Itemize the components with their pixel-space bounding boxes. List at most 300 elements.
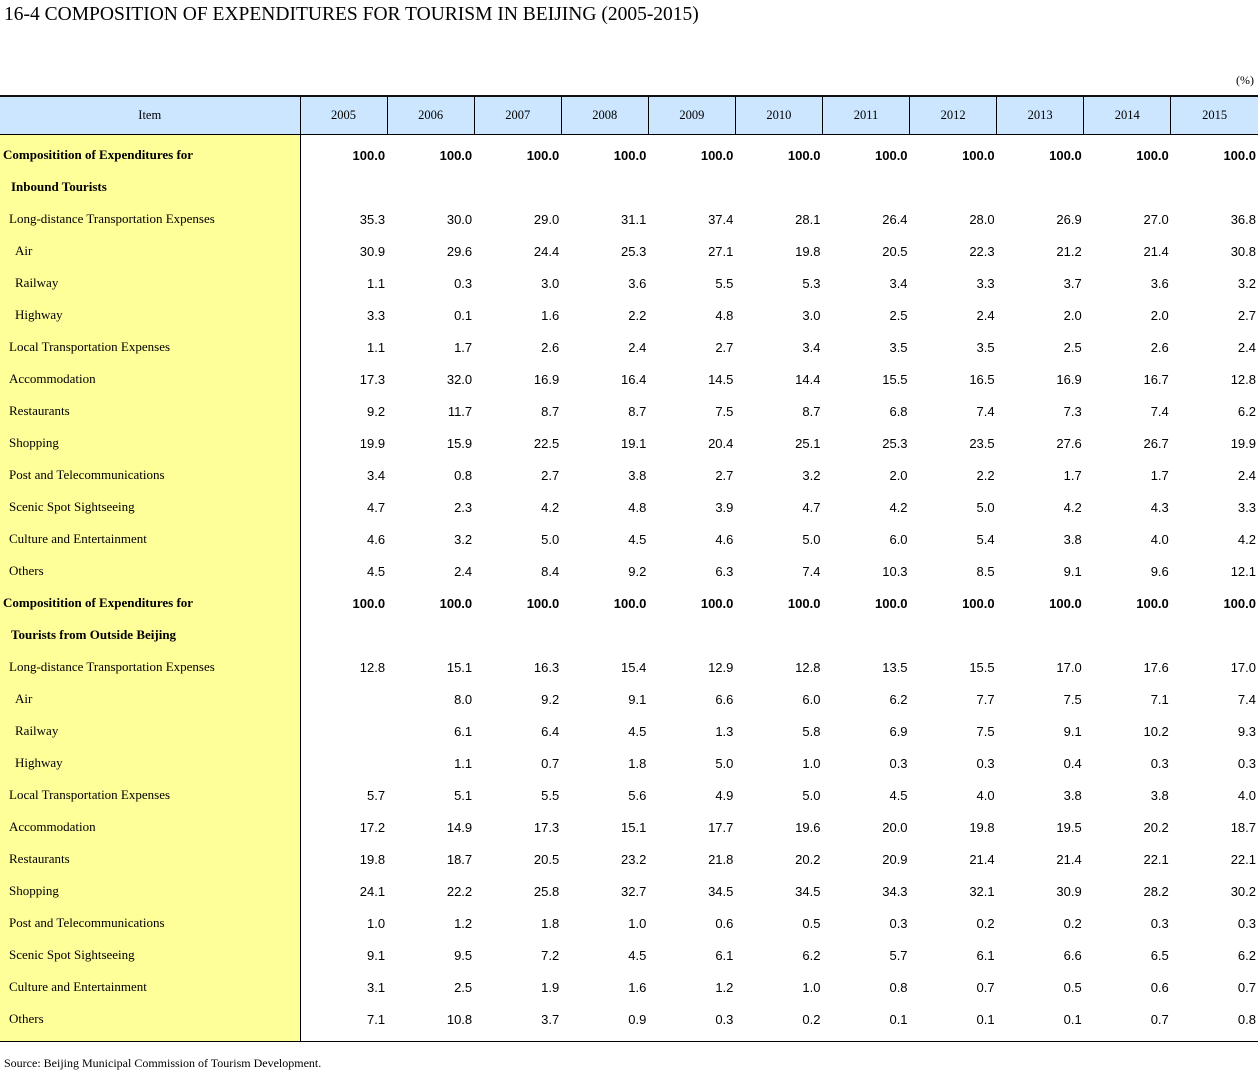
cell-value: 3.8 xyxy=(1063,531,1082,547)
cell-value: 6.2 xyxy=(1237,947,1256,963)
cell-value: 20.2 xyxy=(795,851,821,867)
cell-value: 8.7 xyxy=(541,403,560,419)
cell-value: 15.9 xyxy=(446,435,473,451)
cell-value: 7.3 xyxy=(1063,403,1082,419)
row-label: Shopping xyxy=(0,427,300,459)
cell-value: 8.7 xyxy=(802,403,821,419)
cell-value: 4.0 xyxy=(976,787,995,803)
cell-value: 3.7 xyxy=(1063,275,1082,291)
cell-value: 7.1 xyxy=(1150,691,1169,707)
cell-value xyxy=(648,171,735,203)
table-row xyxy=(0,363,1258,395)
cell-value xyxy=(300,715,387,747)
cell-value: 6.0 xyxy=(889,531,908,547)
cell-value: 9.2 xyxy=(541,691,560,707)
table-row xyxy=(0,939,1258,971)
cell-value: 16.9 xyxy=(533,371,560,387)
cell-value: 28.1 xyxy=(795,211,821,227)
cell-value: 16.3 xyxy=(533,659,560,675)
cell-value: 14.9 xyxy=(446,819,473,835)
cell-value: 6.8 xyxy=(889,403,908,419)
cell-value: 25.8 xyxy=(533,883,560,899)
cell-value: 35.3 xyxy=(359,211,386,227)
row-label: Shopping xyxy=(0,875,300,907)
cell-value: 4.8 xyxy=(715,307,734,323)
cell-value: 17.6 xyxy=(1143,659,1169,675)
row-label: Highway xyxy=(0,747,300,779)
cell-value: 8.4 xyxy=(541,563,560,579)
cell-value: 6.9 xyxy=(889,723,908,739)
cell-value: 1.3 xyxy=(715,723,734,739)
row-label: Post and Telecommunications xyxy=(0,907,300,939)
cell-value: 0.9 xyxy=(561,1003,648,1042)
cell-value: 100.0 xyxy=(352,147,386,163)
cell-value: 34.5 xyxy=(795,883,821,899)
table-row xyxy=(0,203,1258,235)
cell-value: 2.4 xyxy=(454,563,473,579)
cell-value: 100.0 xyxy=(962,147,995,163)
cell-value: 4.7 xyxy=(802,499,821,515)
cell-value xyxy=(1171,619,1258,651)
cell-value: 2.6 xyxy=(541,339,560,355)
cell-value: 7.4 xyxy=(1237,691,1256,707)
cell-value: 6.2 xyxy=(802,947,821,963)
cell-value xyxy=(997,171,1084,203)
cell-value: 3.5 xyxy=(976,339,995,355)
unit-label: (%) xyxy=(1236,73,1254,87)
cell-value: 17.0 xyxy=(1056,659,1082,675)
cell-value: 1.6 xyxy=(541,307,560,323)
table-row xyxy=(0,619,1258,651)
cell-value: 4.2 xyxy=(1063,499,1082,515)
cell-value: 4.7 xyxy=(367,499,386,515)
cell-value: 19.5 xyxy=(1056,819,1082,835)
cell-value: 6.6 xyxy=(1063,947,1082,963)
cell-value: 100.0 xyxy=(875,147,908,163)
table-row xyxy=(0,1003,1258,1042)
cell-value: 9.2 xyxy=(628,563,647,579)
cell-value: 1.0 xyxy=(367,915,386,931)
cell-value: 3.6 xyxy=(1150,275,1169,291)
cell-value: 3.2 xyxy=(454,531,473,547)
cell-value: 1.1 xyxy=(454,755,473,771)
cell-value: 19.8 xyxy=(795,243,821,259)
table-body xyxy=(0,135,1258,1042)
cell-value: 9.6 xyxy=(1150,563,1169,579)
cell-value: 30.9 xyxy=(359,243,386,259)
cell-value: 1.0 xyxy=(628,915,647,931)
cell-value: 3.3 xyxy=(367,307,386,323)
cell-value: 100.0 xyxy=(613,595,647,611)
cell-value: 20.4 xyxy=(708,435,734,451)
cell-value xyxy=(387,619,474,651)
cell-value: 36.8 xyxy=(1230,211,1256,227)
cell-value: 7.4 xyxy=(1150,403,1169,419)
cell-value: 6.5 xyxy=(1150,947,1169,963)
header-row xyxy=(0,96,1258,135)
cell-value xyxy=(561,619,648,651)
cell-value: 12.8 xyxy=(1230,371,1256,387)
cell-value xyxy=(735,619,822,651)
cell-value: 0.1 xyxy=(997,1003,1084,1042)
cell-value: 16.5 xyxy=(969,371,995,387)
cell-value: 3.8 xyxy=(1063,787,1082,803)
row-label: Restaurants xyxy=(0,395,300,427)
header-year: 2014 xyxy=(1084,96,1171,135)
row-label: Long-distance Transportation Expenses xyxy=(0,203,300,235)
cell-value: 30.0 xyxy=(446,211,473,227)
cell-value: 2.4 xyxy=(1237,339,1256,355)
header-year: 2007 xyxy=(474,96,561,135)
cell-value: 10.8 xyxy=(387,1003,474,1042)
cell-value: 12.1 xyxy=(1230,563,1256,579)
cell-value: 32.7 xyxy=(621,883,647,899)
cell-value: 0.7 xyxy=(976,979,995,995)
cell-value: 24.4 xyxy=(533,243,560,259)
row-label: Highway xyxy=(0,299,300,331)
cell-value: 4.3 xyxy=(1150,499,1169,515)
data-table xyxy=(0,95,1258,1042)
cell-value: 21.4 xyxy=(1143,243,1169,259)
cell-value: 25.3 xyxy=(882,435,908,451)
cell-value: 9.1 xyxy=(628,691,647,707)
cell-value xyxy=(822,619,909,651)
cell-value: 19.6 xyxy=(795,819,821,835)
header-year: 2012 xyxy=(910,96,997,135)
cell-value: 27.6 xyxy=(1056,435,1082,451)
cell-value: 5.8 xyxy=(802,723,821,739)
cell-value: 4.9 xyxy=(715,787,734,803)
cell-value xyxy=(561,171,648,203)
cell-value: 19.9 xyxy=(359,435,386,451)
header-year: 2011 xyxy=(822,96,909,135)
cell-value: 2.5 xyxy=(889,307,908,323)
cell-value: 30.9 xyxy=(1056,883,1082,899)
header-year: 2009 xyxy=(648,96,735,135)
cell-value: 10.3 xyxy=(882,563,908,579)
cell-value: 6.1 xyxy=(715,947,734,963)
cell-value: 37.4 xyxy=(708,211,734,227)
cell-value: 2.7 xyxy=(715,467,734,483)
cell-value: 4.5 xyxy=(628,947,647,963)
cell-value: 100.0 xyxy=(439,147,473,163)
cell-value: 1.8 xyxy=(628,755,647,771)
table-row xyxy=(0,459,1258,491)
cell-value: 23.2 xyxy=(621,851,647,867)
cell-value: 0.3 xyxy=(1150,755,1169,771)
cell-value: 0.6 xyxy=(1150,979,1169,995)
cell-value xyxy=(474,171,561,203)
cell-value: 16.4 xyxy=(621,371,647,387)
cell-value: 15.5 xyxy=(969,659,995,675)
cell-value: 32.0 xyxy=(446,371,473,387)
cell-value: 1.7 xyxy=(1063,467,1082,483)
row-label: Accommodation xyxy=(0,811,300,843)
cell-value: 12.8 xyxy=(795,659,821,675)
cell-value: 1.7 xyxy=(1150,467,1169,483)
table-row xyxy=(0,907,1258,939)
cell-value: 3.0 xyxy=(541,275,560,291)
cell-value: 0.3 xyxy=(1237,915,1256,931)
cell-value: 19.9 xyxy=(1230,435,1256,451)
cell-value: 100.0 xyxy=(962,595,995,611)
cell-value: 20.0 xyxy=(882,819,908,835)
cell-value: 32.1 xyxy=(969,883,995,899)
cell-value: 1.7 xyxy=(454,339,473,355)
row-label: Others xyxy=(0,555,300,587)
row-label: Culture and Entertainment xyxy=(0,523,300,555)
table-row xyxy=(0,135,1258,172)
cell-value: 7.5 xyxy=(715,403,734,419)
table-row xyxy=(0,395,1258,427)
cell-value: 100.0 xyxy=(439,595,473,611)
cell-value: 0.6 xyxy=(715,915,734,931)
cell-value: 15.5 xyxy=(882,371,908,387)
cell-value: 21.4 xyxy=(1056,851,1082,867)
cell-value: 26.9 xyxy=(1056,211,1082,227)
cell-value: 2.0 xyxy=(1063,307,1082,323)
table-row xyxy=(0,715,1258,747)
cell-value: 4.2 xyxy=(889,499,908,515)
cell-value: 0.1 xyxy=(454,307,473,323)
cell-value: 2.7 xyxy=(715,339,734,355)
cell-value: 20.9 xyxy=(882,851,908,867)
table-row xyxy=(0,779,1258,811)
cell-value: 100.0 xyxy=(1136,147,1169,163)
cell-value: 25.3 xyxy=(621,243,647,259)
cell-value: 27.0 xyxy=(1143,211,1169,227)
cell-value: 0.7 xyxy=(541,755,560,771)
cell-value: 15.1 xyxy=(621,819,647,835)
cell-value: 100.0 xyxy=(1136,595,1169,611)
row-label: Culture and Entertainment xyxy=(0,971,300,1003)
cell-value: 100.0 xyxy=(1223,147,1256,163)
cell-value: 100.0 xyxy=(1049,147,1082,163)
cell-value: 24.1 xyxy=(359,883,386,899)
cell-value: 5.7 xyxy=(367,787,386,803)
table-row xyxy=(0,971,1258,1003)
row-label: Air xyxy=(0,235,300,267)
cell-value xyxy=(648,619,735,651)
cell-value: 26.7 xyxy=(1143,435,1169,451)
table-row xyxy=(0,171,1258,203)
cell-value: 0.8 xyxy=(1171,1003,1258,1042)
cell-value: 4.0 xyxy=(1237,787,1256,803)
cell-value: 2.5 xyxy=(454,979,473,995)
cell-value: 5.6 xyxy=(628,787,647,803)
cell-value: 23.5 xyxy=(969,435,995,451)
cell-value: 10.2 xyxy=(1143,723,1169,739)
table-row xyxy=(0,651,1258,683)
cell-value: 3.2 xyxy=(1237,275,1256,291)
cell-value: 3.4 xyxy=(889,275,908,291)
cell-value: 14.4 xyxy=(795,371,821,387)
cell-value: 0.3 xyxy=(648,1003,735,1042)
cell-value: 5.4 xyxy=(976,531,995,547)
cell-value xyxy=(910,171,997,203)
cell-value: 11.7 xyxy=(447,403,473,419)
cell-value: 1.1 xyxy=(367,275,386,291)
cell-value: 100.0 xyxy=(875,595,908,611)
cell-value: 7.1 xyxy=(300,1003,387,1042)
table-row xyxy=(0,683,1258,715)
cell-value: 5.1 xyxy=(454,787,473,803)
cell-value: 0.8 xyxy=(889,979,908,995)
cell-value xyxy=(997,619,1084,651)
cell-value: 16.9 xyxy=(1056,371,1082,387)
cell-value: 3.5 xyxy=(889,339,908,355)
cell-value: 1.2 xyxy=(454,915,473,931)
cell-value: 22.1 xyxy=(1143,851,1169,867)
cell-value: 6.2 xyxy=(889,691,908,707)
table-row xyxy=(0,875,1258,907)
cell-value: 7.4 xyxy=(976,403,995,419)
cell-value: 3.4 xyxy=(802,339,821,355)
cell-value: 6.4 xyxy=(541,723,560,739)
cell-value: 17.3 xyxy=(533,819,560,835)
cell-value: 20.5 xyxy=(533,851,560,867)
table-row xyxy=(0,587,1258,619)
row-label: Compositition of Expenditures for xyxy=(0,135,300,172)
row-label: Local Transportation Expenses xyxy=(0,779,300,811)
row-label: Inbound Tourists xyxy=(0,171,300,203)
cell-value: 14.5 xyxy=(708,371,734,387)
cell-value: 0.5 xyxy=(802,915,821,931)
cell-value: 2.7 xyxy=(541,467,560,483)
cell-value: 9.5 xyxy=(454,947,473,963)
cell-value: 100.0 xyxy=(700,147,734,163)
cell-value: 3.8 xyxy=(1150,787,1169,803)
page-title: 16-4 COMPOSITION OF EXPENDITURES FOR TOURISM IN BEIJING (2005-2015) xyxy=(4,4,699,25)
cell-value: 3.1 xyxy=(367,979,386,995)
cell-value: 100.0 xyxy=(787,595,821,611)
row-label: Railway xyxy=(0,715,300,747)
header-year: 2013 xyxy=(997,96,1084,135)
cell-value: 5.5 xyxy=(715,275,734,291)
cell-value: 0.3 xyxy=(454,275,473,291)
cell-value: 6.3 xyxy=(715,563,734,579)
cell-value: 30.8 xyxy=(1230,243,1256,259)
cell-value: 27.1 xyxy=(708,243,734,259)
cell-value: 100.0 xyxy=(613,147,647,163)
table-row xyxy=(0,267,1258,299)
cell-value: 2.2 xyxy=(976,467,995,483)
cell-value: 3.7 xyxy=(474,1003,561,1042)
table-row xyxy=(0,427,1258,459)
cell-value: 2.7 xyxy=(1237,307,1256,323)
cell-value: 3.0 xyxy=(802,307,821,323)
cell-value: 100.0 xyxy=(1223,595,1256,611)
cell-value: 9.2 xyxy=(367,403,386,419)
cell-value: 3.3 xyxy=(976,275,995,291)
cell-value: 4.6 xyxy=(367,531,386,547)
cell-value: 6.1 xyxy=(454,723,473,739)
cell-value: 0.3 xyxy=(1150,915,1169,931)
cell-value xyxy=(387,171,474,203)
cell-value: 7.2 xyxy=(541,947,560,963)
cell-value: 19.8 xyxy=(969,819,995,835)
cell-value: 26.4 xyxy=(882,211,908,227)
cell-value: 13.5 xyxy=(882,659,908,675)
table-row xyxy=(0,491,1258,523)
cell-value xyxy=(1084,619,1171,651)
cell-value: 3.8 xyxy=(628,467,647,483)
cell-value: 100.0 xyxy=(1049,595,1082,611)
cell-value: 5.0 xyxy=(976,499,995,515)
cell-value: 9.1 xyxy=(1063,563,1082,579)
source-note: Source: Beijing Municipal Commission of Tourism Development. xyxy=(4,1056,322,1070)
table-row xyxy=(0,235,1258,267)
cell-value: 19.1 xyxy=(621,435,647,451)
cell-value: 3.3 xyxy=(1237,499,1256,515)
cell-value: 18.7 xyxy=(1230,819,1256,835)
cell-value: 5.0 xyxy=(802,531,821,547)
row-label: Scenic Spot Sightseeing xyxy=(0,491,300,523)
cell-value: 15.4 xyxy=(621,659,647,675)
cell-value: 7.7 xyxy=(976,691,995,707)
cell-value: 100.0 xyxy=(526,595,560,611)
cell-value: 2.5 xyxy=(1063,339,1082,355)
cell-value: 7.4 xyxy=(802,563,821,579)
row-label: Railway xyxy=(0,267,300,299)
cell-value: 3.6 xyxy=(628,275,647,291)
cell-value: 5.7 xyxy=(889,947,908,963)
cell-value xyxy=(300,619,387,651)
header-year: 2015 xyxy=(1171,96,1258,135)
cell-value: 12.9 xyxy=(708,659,734,675)
cell-value: 22.3 xyxy=(969,243,995,259)
cell-value: 1.0 xyxy=(802,755,821,771)
cell-value: 9.1 xyxy=(1063,723,1082,739)
cell-value: 4.5 xyxy=(367,563,386,579)
cell-value: 25.1 xyxy=(795,435,821,451)
cell-value: 2.6 xyxy=(1150,339,1169,355)
cell-value: 5.0 xyxy=(715,755,734,771)
cell-value xyxy=(474,619,561,651)
cell-value: 21.8 xyxy=(708,851,734,867)
cell-value: 0.1 xyxy=(822,1003,909,1042)
table-row xyxy=(0,811,1258,843)
cell-value: 3.4 xyxy=(367,467,386,483)
cell-value: 6.0 xyxy=(802,691,821,707)
cell-value: 7.5 xyxy=(1063,691,1082,707)
cell-value: 6.2 xyxy=(1237,403,1256,419)
cell-value xyxy=(822,171,909,203)
cell-value: 2.4 xyxy=(628,339,647,355)
cell-value: 4.5 xyxy=(628,723,647,739)
cell-value: 4.6 xyxy=(715,531,734,547)
cell-value: 100.0 xyxy=(352,595,386,611)
cell-value: 4.5 xyxy=(628,531,647,547)
cell-value: 3.9 xyxy=(715,499,734,515)
table-row xyxy=(0,523,1258,555)
cell-value: 8.5 xyxy=(976,563,995,579)
cell-value xyxy=(910,619,997,651)
cell-value: 3.2 xyxy=(802,467,821,483)
row-label: Compositition of Expenditures for xyxy=(0,587,300,619)
table-row xyxy=(0,843,1258,875)
row-label: Tourists from Outside Beijing xyxy=(0,619,300,651)
cell-value: 22.2 xyxy=(446,883,473,899)
cell-value: 17.2 xyxy=(359,819,386,835)
cell-value xyxy=(735,171,822,203)
cell-value: 4.8 xyxy=(628,499,647,515)
table-row xyxy=(0,555,1258,587)
cell-value: 28.2 xyxy=(1143,883,1169,899)
header-year: 2005 xyxy=(300,96,387,135)
cell-value: 0.3 xyxy=(976,755,995,771)
row-label: Accommodation xyxy=(0,363,300,395)
